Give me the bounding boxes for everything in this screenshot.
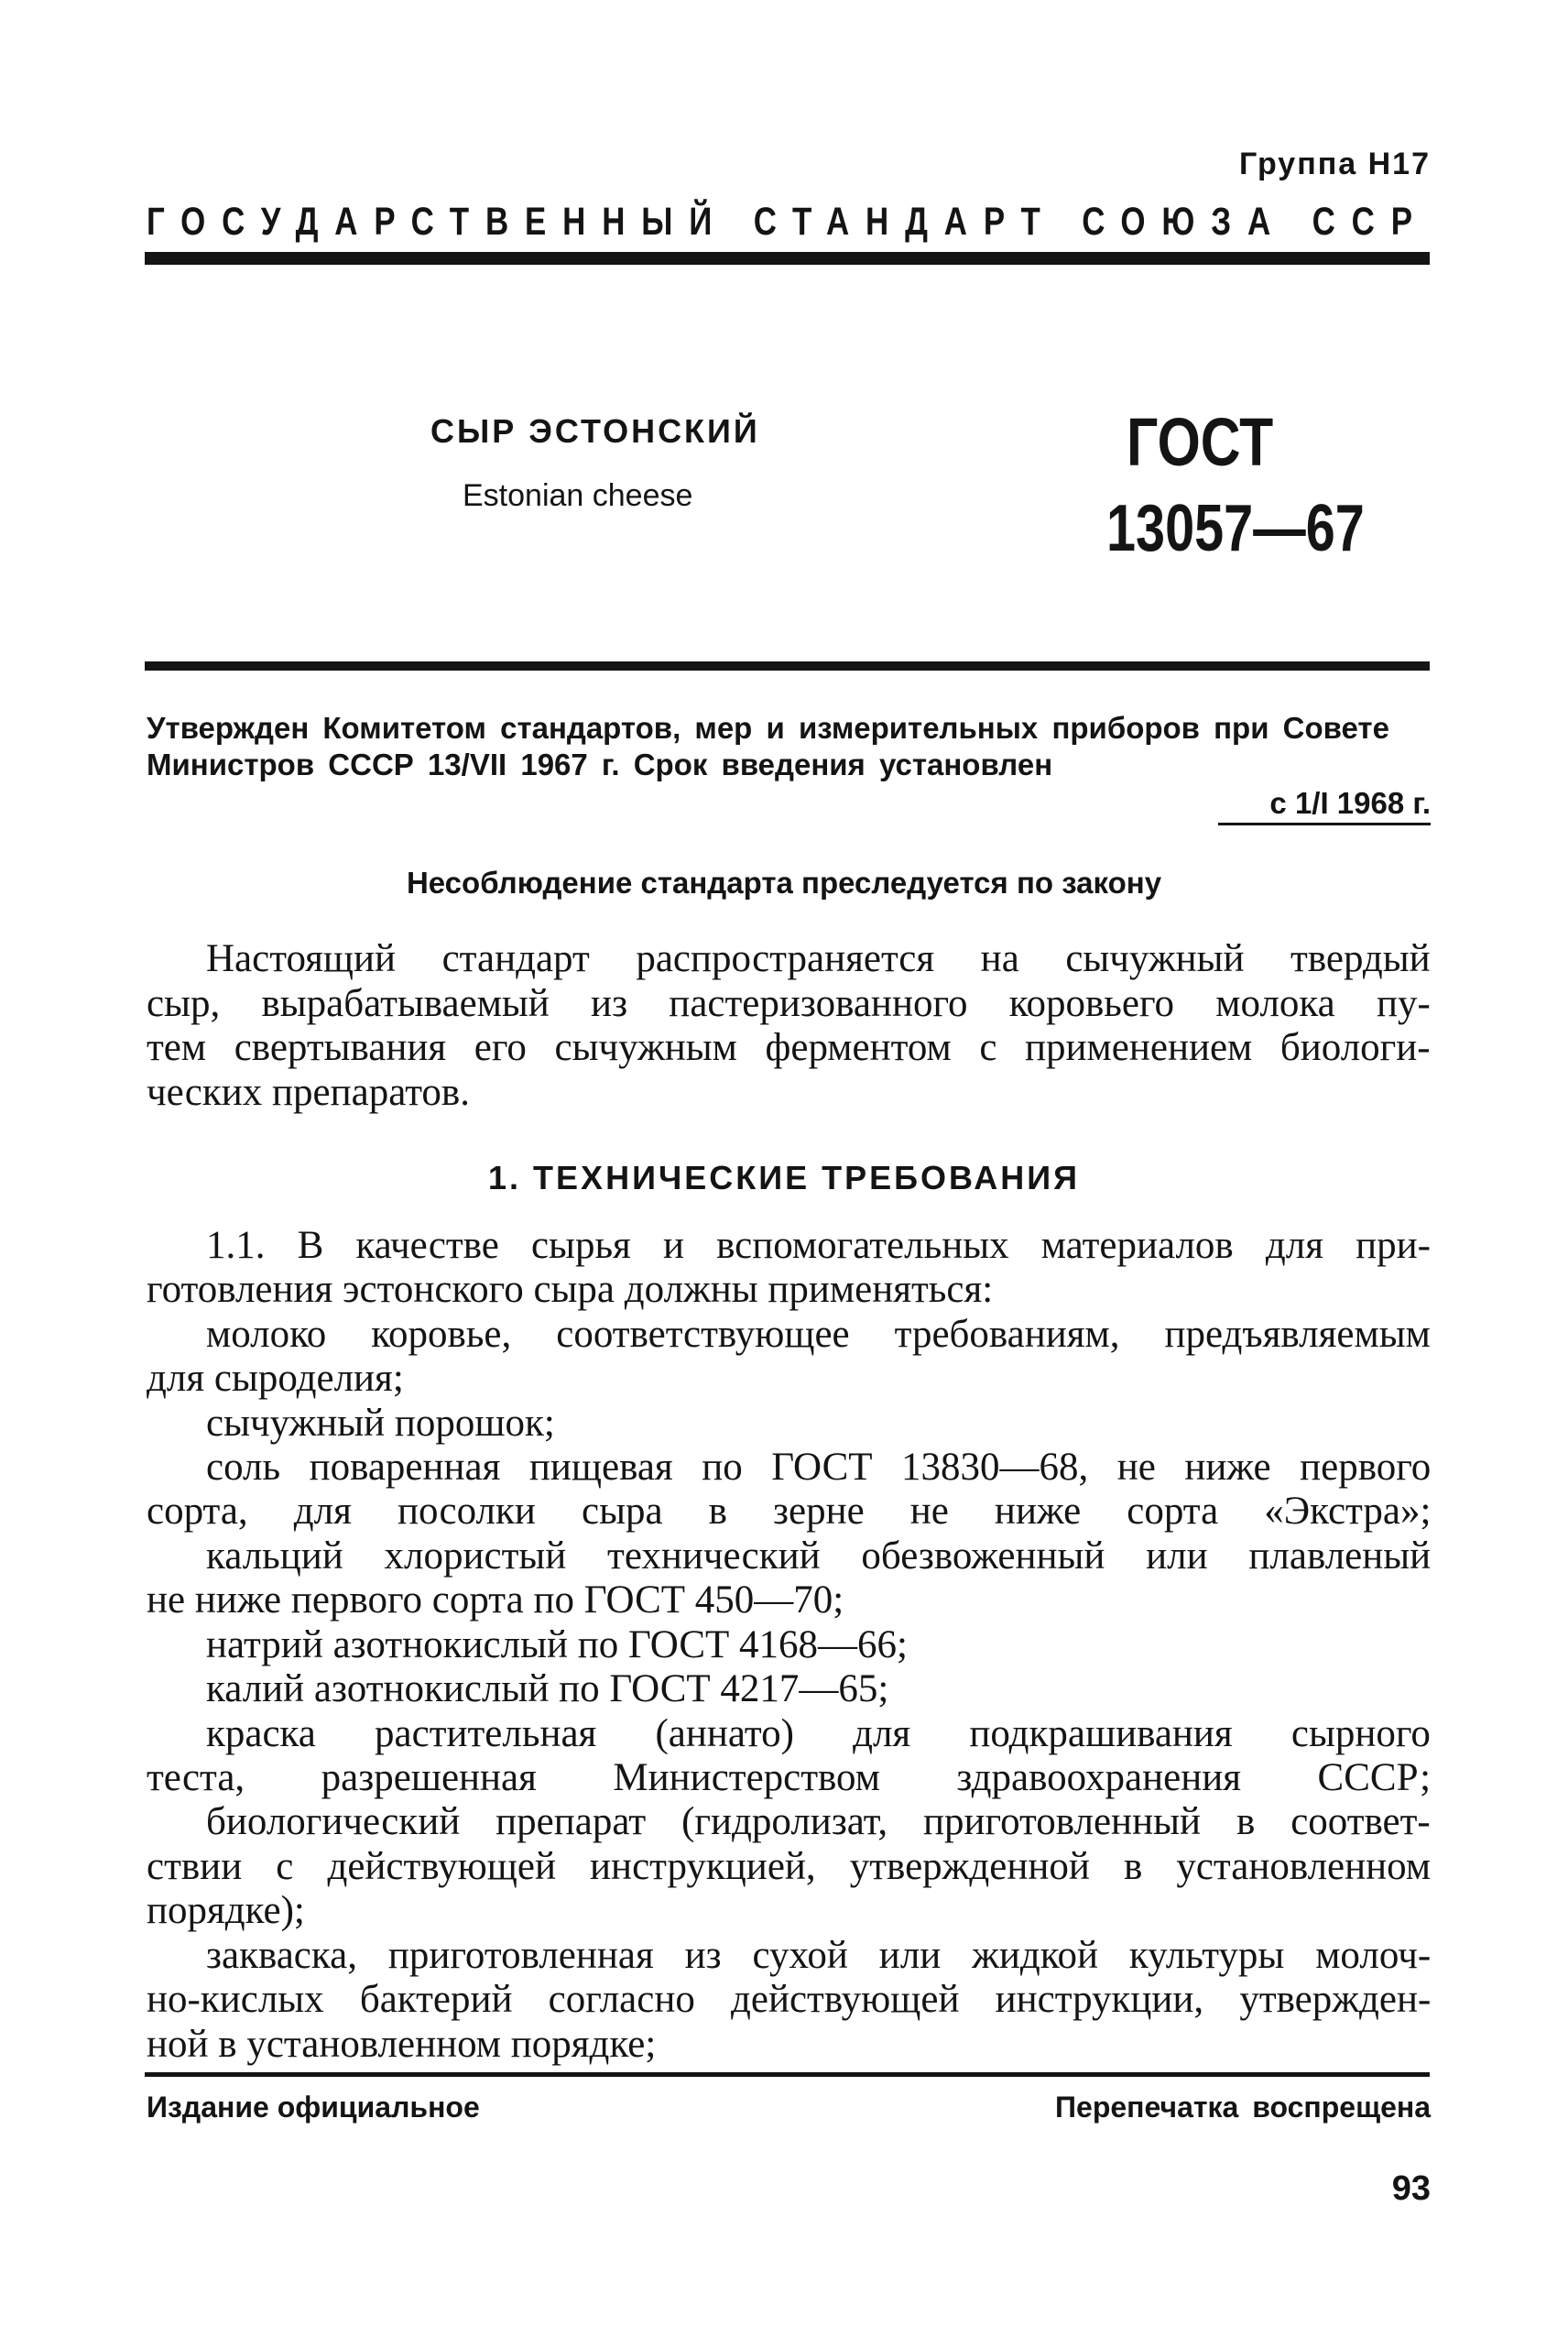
intro-line: ческих препаратов. — [147, 1071, 470, 1114]
page-number: 93 — [1391, 2169, 1431, 2208]
title-rule — [145, 661, 1430, 671]
clause-line: теста, разрешенная Министерством здравоохранения СССР; — [147, 1756, 1432, 1799]
date-underline — [1218, 823, 1431, 825]
clause-line: не ниже первого сорта по ГОСТ 450—70; — [147, 1578, 844, 1622]
document-title: СЫР ЭСТОНСКИЙ — [430, 412, 760, 450]
clause-line: порядке); — [147, 1889, 305, 1932]
section-heading: 1. ТЕХНИЧЕСКИЕ ТРЕБОВАНИЯ — [488, 1159, 1080, 1196]
footer-rule — [145, 2072, 1430, 2077]
clause-line: биологический препарат (гидролизат, приготовленный в соответ- — [206, 1800, 1431, 1843]
clause-line: кальций хлористый технический обезвоженный или плавленый — [206, 1534, 1432, 1578]
state-standard-heading: ГОСУДАРСТВЕННЫЙ СТАНДАРТ СОЮЗА ССР — [147, 200, 1429, 244]
intro-line: Настоящий стандарт распространяется на сычужный твердый — [206, 937, 1431, 980]
clause-line: для сыроделия; — [147, 1357, 404, 1400]
gost-number: 13057—67 — [1106, 492, 1365, 565]
intro-line: тем свертывания его сычужным ферментом с применением биологи- — [147, 1026, 1431, 1069]
clause-line: готовления эстонского сыра должны применяться: — [147, 1268, 994, 1311]
clause-line: ной в установленном порядке; — [147, 2023, 657, 2066]
group-label: Группа Н17 — [1238, 147, 1431, 181]
header-rule — [145, 252, 1430, 265]
document-title-english: Estonian cheese — [463, 478, 693, 513]
intro-line: сыр, вырабатываемый из пастеризованного коровьего молока пу- — [147, 982, 1431, 1025]
reprint-prohibited-label: Перепечатка воспрещена — [1055, 2091, 1431, 2124]
clause-line: сычужный порошок; — [206, 1402, 555, 1445]
clause-line: краска растительная (аннато) для подкрашивания сырного — [206, 1712, 1431, 1755]
clause-line: калий азотнокислый по ГОСТ 4217—65; — [206, 1667, 889, 1710]
law-notice: Несоблюдение стандарта преследуется по закону — [406, 866, 1162, 900]
gost-label: ГОСТ — [1127, 404, 1274, 480]
approval-line-1: Утвержден Комитетом стандартов, мер и измерительных приборов при Совете — [147, 711, 1389, 745]
clause-line: сорта, для посолки сыра в зерне не ниже сорта «Экстра»; — [147, 1490, 1432, 1533]
clause-line: молоко коровье, соответствующее требованиям, предъявляемым — [206, 1313, 1431, 1356]
clause-line: соль поваренная пищевая по ГОСТ 13830—68, не ниже первого — [206, 1446, 1432, 1489]
official-edition-label: Издание официальное — [147, 2091, 480, 2124]
clause-line: но-кислых бактерий согласно действующей инструкции, утвержден- — [147, 1978, 1432, 2021]
clause-line: натрий азотнокислый по ГОСТ 4168—66; — [206, 1623, 909, 1666]
clause-line: ствии с действующей инструкцией, утвержденной в установленном — [147, 1845, 1432, 1888]
effective-date: с 1/I 1968 г. — [1269, 786, 1431, 820]
clause-line: закваска, приготовленная из сухой или жидкой культуры молоч- — [206, 1934, 1432, 1977]
approval-line-2: Министров СССР 13/VII 1967 г. Срок введения установлен — [147, 748, 1053, 781]
clause-line: 1.1. В качестве сырья и вспомогательных материалов для при- — [206, 1224, 1431, 1267]
